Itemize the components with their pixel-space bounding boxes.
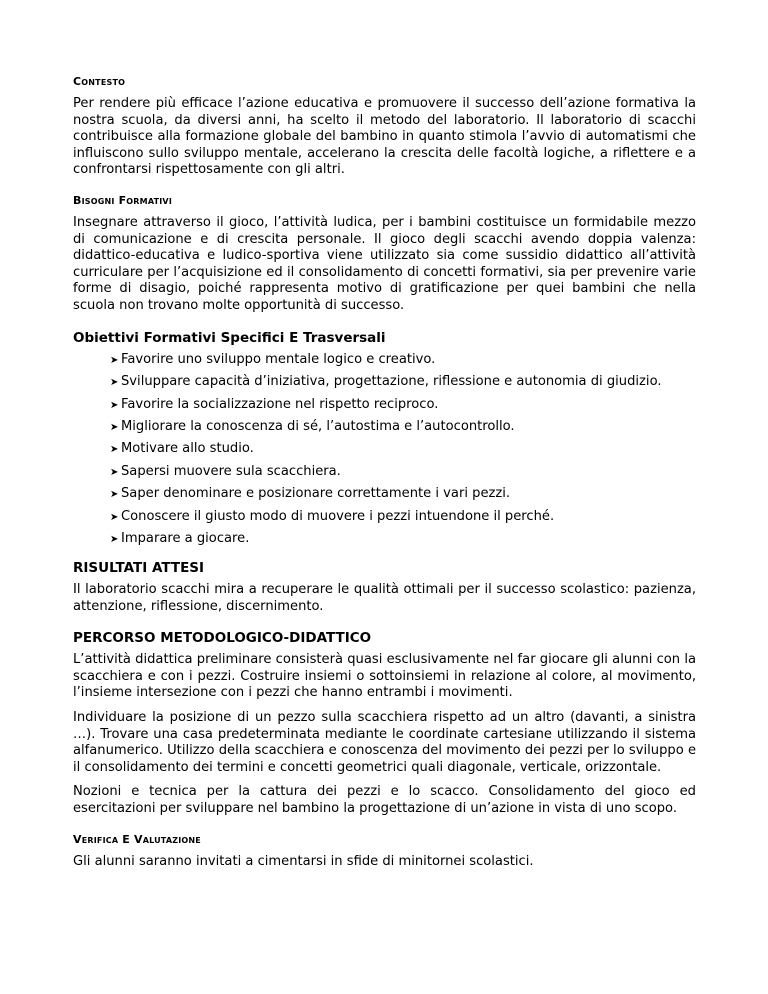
- section-risultati-attesi: [73, 559, 696, 615]
- list-item: ➤ Imparare a giocare.: [110, 531, 696, 549]
- arrow-bullet-icon: ➤: [110, 466, 119, 478]
- arrow-bullet-icon: ➤: [110, 421, 119, 433]
- arrow-bullet-icon: ➤: [110, 399, 119, 411]
- list-item: ➤ Conoscere il giusto modo di muovere i pezzi intuendone il perché.: [110, 509, 696, 527]
- section-percorso: [73, 629, 696, 817]
- section-obiettivi: [73, 329, 696, 549]
- list-item: ➤ Migliorare la conoscenza di sé, l’autostima e l’autocontrollo.: [110, 419, 696, 437]
- heading-obiettivi: Obiettivi Formativi Specifici E Trasversali: [73, 329, 386, 346]
- arrow-bullet-icon: ➤: [110, 511, 119, 523]
- arrow-bullet-icon: ➤: [110, 354, 119, 366]
- list-item: ➤ Motivare allo studio.: [110, 441, 696, 459]
- document-page: [73, 74, 696, 884]
- arrow-bullet-icon: ➤: [110, 444, 119, 456]
- list-item: ➤ Saper denominare e posizionare correttamente i vari pezzi.: [110, 486, 696, 504]
- list-item: ➤ Favorire la socializzazione nel rispetto reciproco.: [110, 397, 696, 415]
- paragraph-bisogni-formativi: Insegnare attraverso il gioco, l’attività ludica, per i bambini costituisce un formidabile mezzo di comunicazione e di crescita personale. Il gioco degli scacchi avendo doppia valenza: didattico-educativa e ludico-sportiva viene utilizzato sia come sussidio didattico all’attività curriculare per l’acquisizione ed il consolidamento di concetti formativi, sia per prevenire varie forme di disagio, poiché rappresenta motivo di gratificazione per quei bambini che nella scuola non trovano molte opportunità di successo.: [73, 214, 696, 313]
- heading-risultati-attesi: RISULTATI ATTESI: [73, 560, 205, 576]
- list-item: ➤ Favorire uno sviluppo mentale logico e creativo.: [110, 352, 696, 370]
- section-contesto: [73, 74, 696, 179]
- paragraph-risultati-attesi: Il laboratorio scacchi mira a recuperare le qualità ottimali per il successo scolastico: pazienza, attenzione, riflessione, discernimento.: [73, 582, 696, 614]
- paragraph-verifica: Gli alunni saranno invitati a cimentarsi in sfide di minitornei scolastici.: [73, 853, 534, 869]
- heading-contesto: Contesto: [73, 75, 126, 88]
- heading-bisogni-formativi: Bisogni Formativi: [73, 193, 172, 207]
- arrow-bullet-icon: ➤: [110, 534, 119, 546]
- paragraph-percorso-2: Individuare la posizione di un pezzo sulla scacchiera rispetto ad un altro (davanti, a sinistra …). Trovare una casa predeterminata mediante le coordinate cartesiane utilizzando il sistema alfanumerico. Utilizzo della scacchiera e conoscenza del movimento dei pezzi per lo sviluppo e il consolidamento dei termini e concetti geometrici quali diagonale, verticale, orizzontale.: [73, 709, 696, 775]
- arrow-bullet-icon: ➤: [110, 377, 119, 389]
- heading-percorso: PERCORSO METODOLOGICO-DIDATTICO: [73, 630, 372, 647]
- arrow-bullet-icon: ➤: [110, 489, 119, 501]
- section-verifica: [73, 832, 696, 871]
- obiettivi-list: [73, 352, 696, 549]
- list-item: ➤ Sapersi muovere sula scacchiera.: [110, 464, 696, 482]
- paragraph-percorso-3: Nozioni e tecnica per la cattura dei pezzi e lo scacco. Consolidamento del gioco ed esercitazioni per sviluppare nel bambino la progettazione di un’azione in vista di uno scopo.: [73, 784, 696, 816]
- section-bisogni-formativi: [73, 193, 696, 315]
- list-item: ➤ Sviluppare capacità d’iniziativa, progettazione, riflessione e autonomia di giudizio.: [110, 374, 696, 392]
- paragraph-percorso-1: L’attività didattica preliminare consisterà quasi esclusivamente nel far giocare gli alunni con la scacchiera e con i pezzi. Costruire insiemi o sottoinsiemi in relazione al colore, al movimento, l’insieme intersezione con i pezzi che hanno entrambi i movimenti.: [73, 652, 696, 701]
- paragraph-contesto: Per rendere più efficace l’azione educativa e promuovere il successo dell’azione formativa la nostra scuola, da diversi anni, ha scelto il metodo del laboratorio. Il laboratorio di scacchi contribuisce alla formazione globale del bambino in quanto stimola l’avvio di automatismi che influiscono sullo sviluppo mentale, accelerano la crescita delle facoltà logiche, a riflettere e a confrontarsi rispettosamente con gli altri.: [73, 96, 696, 178]
- heading-verifica: Verifica E Valutazione: [73, 832, 201, 846]
